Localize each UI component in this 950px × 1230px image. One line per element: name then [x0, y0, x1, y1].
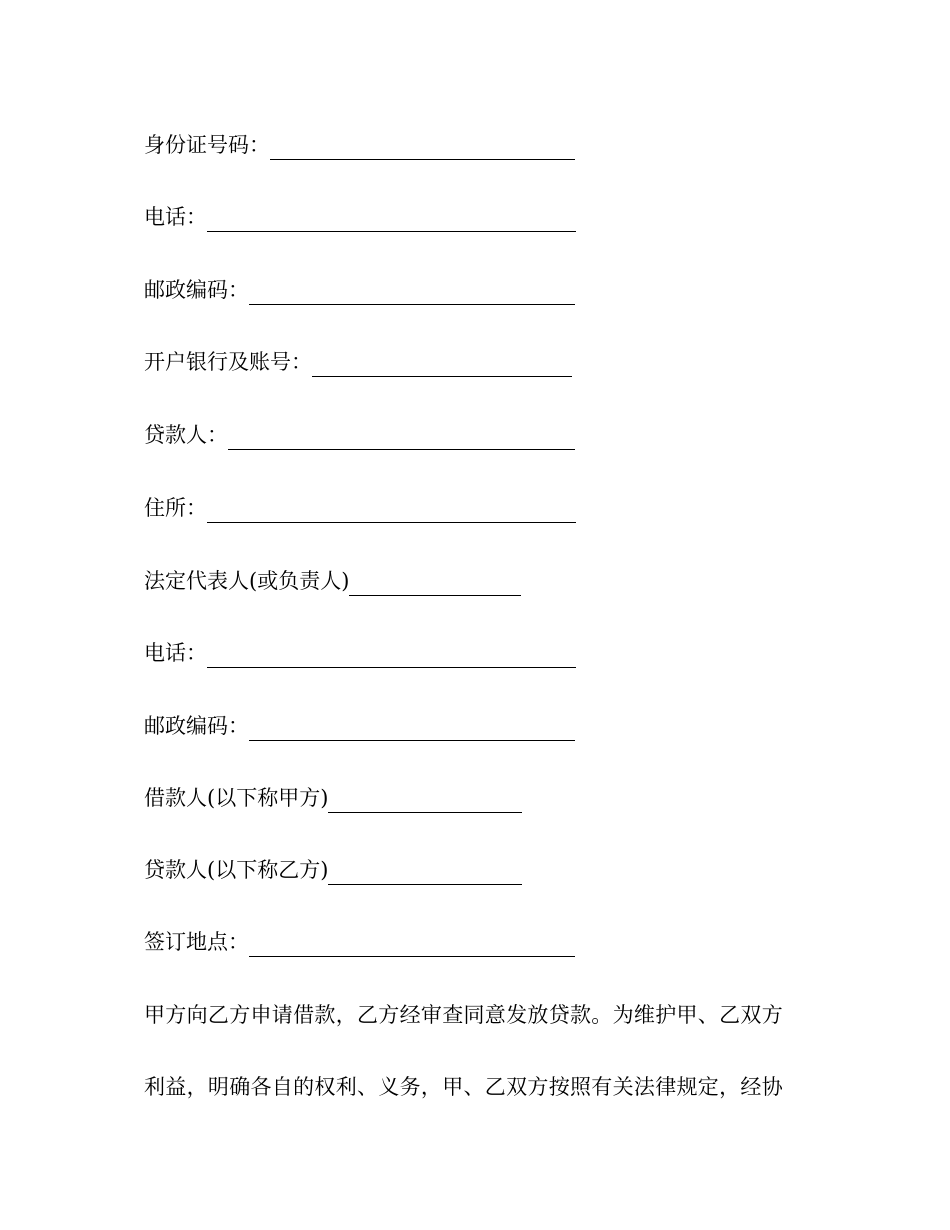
signing-place-label: 签订地点： [144, 930, 249, 954]
borrower-postcode-field [144, 275, 575, 305]
borrower-phone-label: 电话： [144, 205, 207, 229]
bank-account-field [144, 347, 572, 377]
id-number-blank [270, 137, 575, 160]
legal-rep-field [144, 566, 521, 596]
party-b-label: 贷款人(以下称乙方) [144, 858, 329, 882]
party-a-blank [328, 790, 522, 813]
lender-postcode-label: 邮政编码： [144, 714, 249, 738]
legal-rep-label: 法定代表人(或负责人) [144, 569, 350, 593]
party-a-field [144, 783, 522, 813]
address-field [144, 493, 576, 523]
signing-place-field [144, 927, 575, 957]
lender-blank [228, 427, 575, 450]
lender-phone-label: 电话： [144, 641, 207, 665]
bank-account-blank [312, 354, 572, 377]
lender-postcode-blank [249, 718, 575, 741]
borrower-postcode-blank [249, 282, 575, 305]
bank-account-label: 开户银行及账号： [144, 350, 312, 374]
address-label: 住所： [144, 496, 207, 520]
lender-phone-blank [207, 645, 576, 668]
lender-label: 贷款人： [144, 423, 228, 447]
lender-field [144, 420, 575, 450]
paragraph-line-2: 利益，明确各自的权利、义务，甲、乙双方按照有关法律规定，经协 [144, 1075, 783, 1099]
party-b-field [144, 855, 522, 885]
legal-rep-blank [349, 573, 521, 596]
borrower-phone-blank [207, 209, 576, 232]
id-number-field [144, 130, 575, 160]
paragraph-line-1: 甲方向乙方申请借款，乙方经审查同意发放贷款。为维护甲、乙双方 [144, 1003, 783, 1027]
signing-place-blank [249, 934, 575, 957]
party-b-blank [328, 862, 522, 885]
address-blank [207, 500, 576, 523]
borrower-phone-field [144, 202, 576, 232]
lender-postcode-field [144, 711, 575, 741]
borrower-postcode-label: 邮政编码： [144, 278, 249, 302]
id-number-label: 身份证号码： [144, 133, 270, 157]
lender-phone-field [144, 638, 576, 668]
party-a-label: 借款人(以下称甲方) [144, 786, 329, 810]
